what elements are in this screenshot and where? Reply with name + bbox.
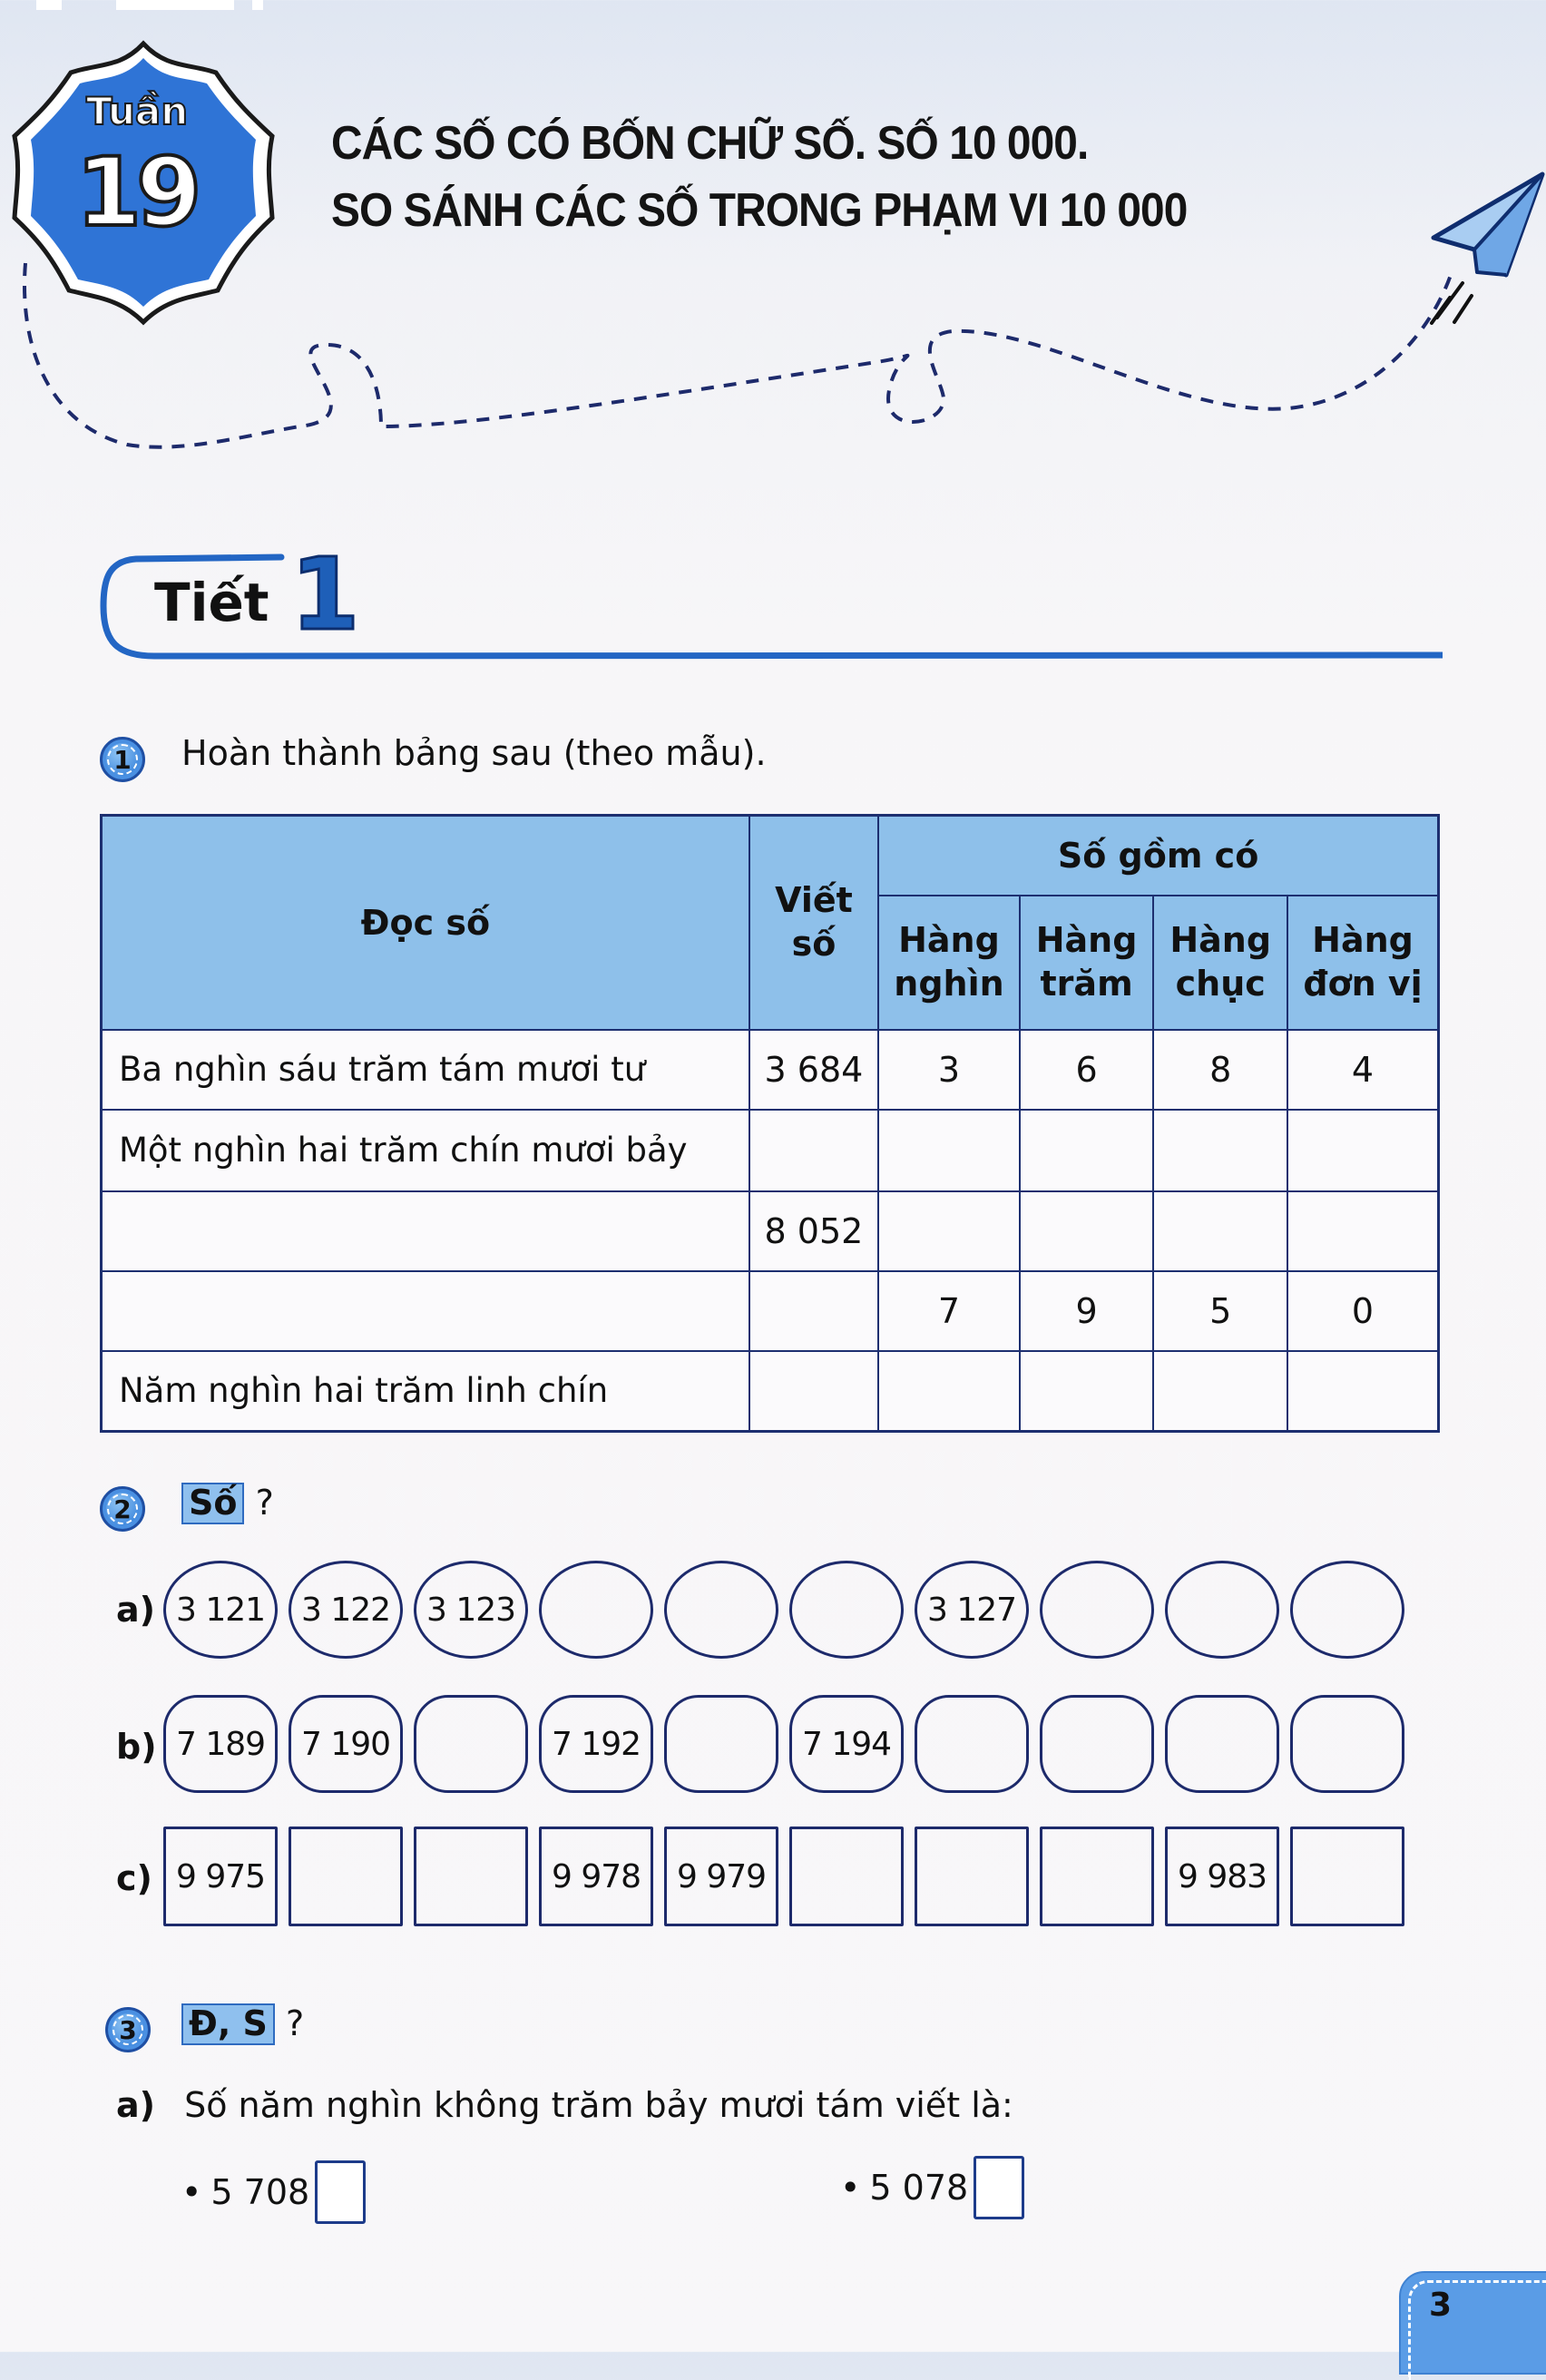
exercise-number-badge — [100, 737, 145, 782]
header-units: Hàng đơn vị — [1287, 896, 1438, 1030]
sequence-cell[interactable]: 3 122 — [289, 1561, 403, 1659]
exercise-number: 1 — [113, 744, 132, 775]
units-cell[interactable] — [1287, 1351, 1438, 1432]
bullet: • — [181, 2172, 202, 2212]
hundreds-cell[interactable]: 6 — [1020, 1030, 1154, 1110]
sequence-cell[interactable] — [664, 1695, 778, 1793]
sequence-cell[interactable]: 7 194 — [789, 1695, 904, 1793]
read-cell[interactable]: Một nghìn hai trăm chín mươi bảy — [102, 1110, 749, 1191]
thousands-cell[interactable]: 7 — [878, 1271, 1020, 1351]
sequence-cell[interactable] — [289, 1827, 403, 1926]
sequence-cell[interactable]: 9 975 — [163, 1827, 278, 1926]
week-label: Tuần — [86, 89, 189, 133]
write-cell[interactable]: 3 684 — [749, 1030, 878, 1110]
exercise-number: 2 — [113, 1494, 132, 1524]
true-false-box[interactable] — [974, 2156, 1024, 2219]
sequence-cell[interactable]: 7 189 — [163, 1695, 278, 1793]
page-title-line2: SO SÁNH CÁC SỐ TRONG PHẠM VI 10 000 — [331, 184, 1188, 237]
sequence-cell[interactable]: 3 127 — [915, 1561, 1029, 1659]
exercise-tag: Đ, S — [181, 2003, 275, 2045]
thousands-cell[interactable]: 3 — [878, 1030, 1020, 1110]
sequence-cell[interactable] — [1040, 1695, 1154, 1793]
sequence-b — [163, 1695, 1404, 1793]
option-value: 5 078 — [869, 2168, 969, 2208]
sequence-cell[interactable]: 9 979 — [664, 1827, 778, 1926]
units-cell[interactable] — [1287, 1191, 1438, 1271]
header-tens: Hàng chục — [1153, 896, 1287, 1030]
bullet: • — [840, 2168, 861, 2208]
table-row — [102, 1030, 1439, 1110]
sequence-cell[interactable] — [789, 1827, 904, 1926]
place-value-table — [100, 814, 1440, 1433]
header-composed-of: Số gồm có — [878, 816, 1438, 896]
hundreds-cell[interactable] — [1020, 1351, 1154, 1432]
read-cell[interactable] — [102, 1271, 749, 1351]
header-read-number: Đọc số — [102, 816, 749, 1030]
row-label-a: a) — [116, 1590, 156, 1630]
read-cell[interactable] — [102, 1191, 749, 1271]
sequence-cell[interactable]: 3 123 — [414, 1561, 528, 1659]
table-row — [102, 1351, 1439, 1432]
true-false-box[interactable] — [315, 2160, 366, 2224]
exercise-number: 3 — [119, 2014, 137, 2045]
row-label-b: b) — [116, 1727, 157, 1767]
units-cell[interactable]: 0 — [1287, 1271, 1438, 1351]
sequence-cell[interactable] — [414, 1827, 528, 1926]
thousands-cell[interactable] — [878, 1191, 1020, 1271]
lesson-number: 1 — [290, 536, 360, 652]
write-cell[interactable] — [749, 1110, 878, 1191]
sequence-cell[interactable] — [915, 1827, 1029, 1926]
tens-cell[interactable]: 5 — [1153, 1271, 1287, 1351]
header-thousands: Hàng nghìn — [878, 896, 1020, 1030]
question-prompt: Số năm nghìn không trăm bảy mươi tám viết là: — [184, 2085, 1013, 2125]
week-badge — [7, 36, 279, 327]
sequence-cell[interactable]: 9 978 — [539, 1827, 653, 1926]
sequence-cell[interactable]: 7 192 — [539, 1695, 653, 1793]
exercise-number-badge — [105, 2007, 151, 2052]
hundreds-cell[interactable] — [1020, 1191, 1154, 1271]
hundreds-cell[interactable]: 9 — [1020, 1271, 1154, 1351]
sequence-cell[interactable] — [915, 1695, 1029, 1793]
answer-option — [181, 2160, 366, 2224]
option-value: 5 708 — [210, 2172, 310, 2212]
write-cell[interactable] — [749, 1271, 878, 1351]
top-tab — [116, 0, 234, 10]
sequence-cell[interactable]: 3 121 — [163, 1561, 278, 1659]
question-a — [116, 2085, 1013, 2125]
top-tab — [36, 0, 62, 10]
question-mark: ? — [285, 2003, 305, 2043]
question-label: a) — [116, 2085, 156, 2125]
exercise-tag: Số — [181, 1483, 244, 1524]
sequence-cell[interactable]: 7 190 — [289, 1695, 403, 1793]
week-number: 19 — [75, 137, 197, 248]
exercise-instruction — [181, 2003, 304, 2045]
sequence-cell[interactable] — [1165, 1695, 1279, 1793]
read-cell[interactable]: Ba nghìn sáu trăm tám mươi tư — [102, 1030, 749, 1110]
table-row — [102, 1110, 1439, 1191]
sequence-cell[interactable] — [539, 1561, 653, 1659]
sequence-cell[interactable] — [1290, 1695, 1404, 1793]
table-row — [102, 1271, 1439, 1351]
header-hundreds: Hàng trăm — [1020, 896, 1154, 1030]
tens-cell[interactable] — [1153, 1110, 1287, 1191]
sequence-cell[interactable] — [789, 1561, 904, 1659]
hundreds-cell[interactable] — [1020, 1110, 1154, 1191]
top-tab — [252, 0, 263, 10]
sequence-c — [163, 1827, 1404, 1926]
paper-plane-icon — [1432, 174, 1542, 323]
sequence-cell[interactable] — [1290, 1827, 1404, 1926]
page-number: 3 — [1429, 2287, 1453, 2324]
exercise-instruction: Hoàn thành bảng sau (theo mẫu). — [181, 733, 767, 773]
sequence-cell[interactable] — [1040, 1561, 1154, 1659]
row-label-c: c) — [116, 1858, 152, 1898]
sequence-cell[interactable] — [1040, 1827, 1154, 1926]
sequence-cell[interactable] — [1165, 1561, 1279, 1659]
units-cell[interactable]: 4 — [1287, 1030, 1438, 1110]
exercise-instruction — [181, 1483, 274, 1524]
exercise-number-badge — [100, 1486, 145, 1532]
sequence-a — [163, 1561, 1404, 1659]
lesson-label: Tiết — [154, 572, 269, 633]
table-row — [102, 1191, 1439, 1271]
write-cell[interactable]: 8 052 — [749, 1191, 878, 1271]
sequence-cell[interactable] — [414, 1695, 528, 1793]
header-write-number: Viết số — [749, 816, 878, 1030]
sequence-cell[interactable] — [1290, 1561, 1404, 1659]
page-title-line1: CÁC SỐ CÓ BỐN CHỮ SỐ. SỐ 10 000. — [331, 117, 1089, 170]
read-cell[interactable]: Năm nghìn hai trăm linh chín — [102, 1351, 749, 1432]
tens-cell[interactable]: 8 — [1153, 1030, 1287, 1110]
thousands-cell[interactable] — [878, 1351, 1020, 1432]
answer-option — [840, 2156, 1024, 2219]
sequence-cell[interactable]: 9 983 — [1165, 1827, 1279, 1926]
units-cell[interactable] — [1287, 1110, 1438, 1191]
page-number-tab — [1399, 2271, 1546, 2375]
write-cell[interactable] — [749, 1351, 878, 1432]
thousands-cell[interactable] — [878, 1110, 1020, 1191]
sequence-cell[interactable] — [664, 1561, 778, 1659]
question-mark: ? — [255, 1483, 274, 1523]
tens-cell[interactable] — [1153, 1351, 1287, 1432]
tens-cell[interactable] — [1153, 1191, 1287, 1271]
